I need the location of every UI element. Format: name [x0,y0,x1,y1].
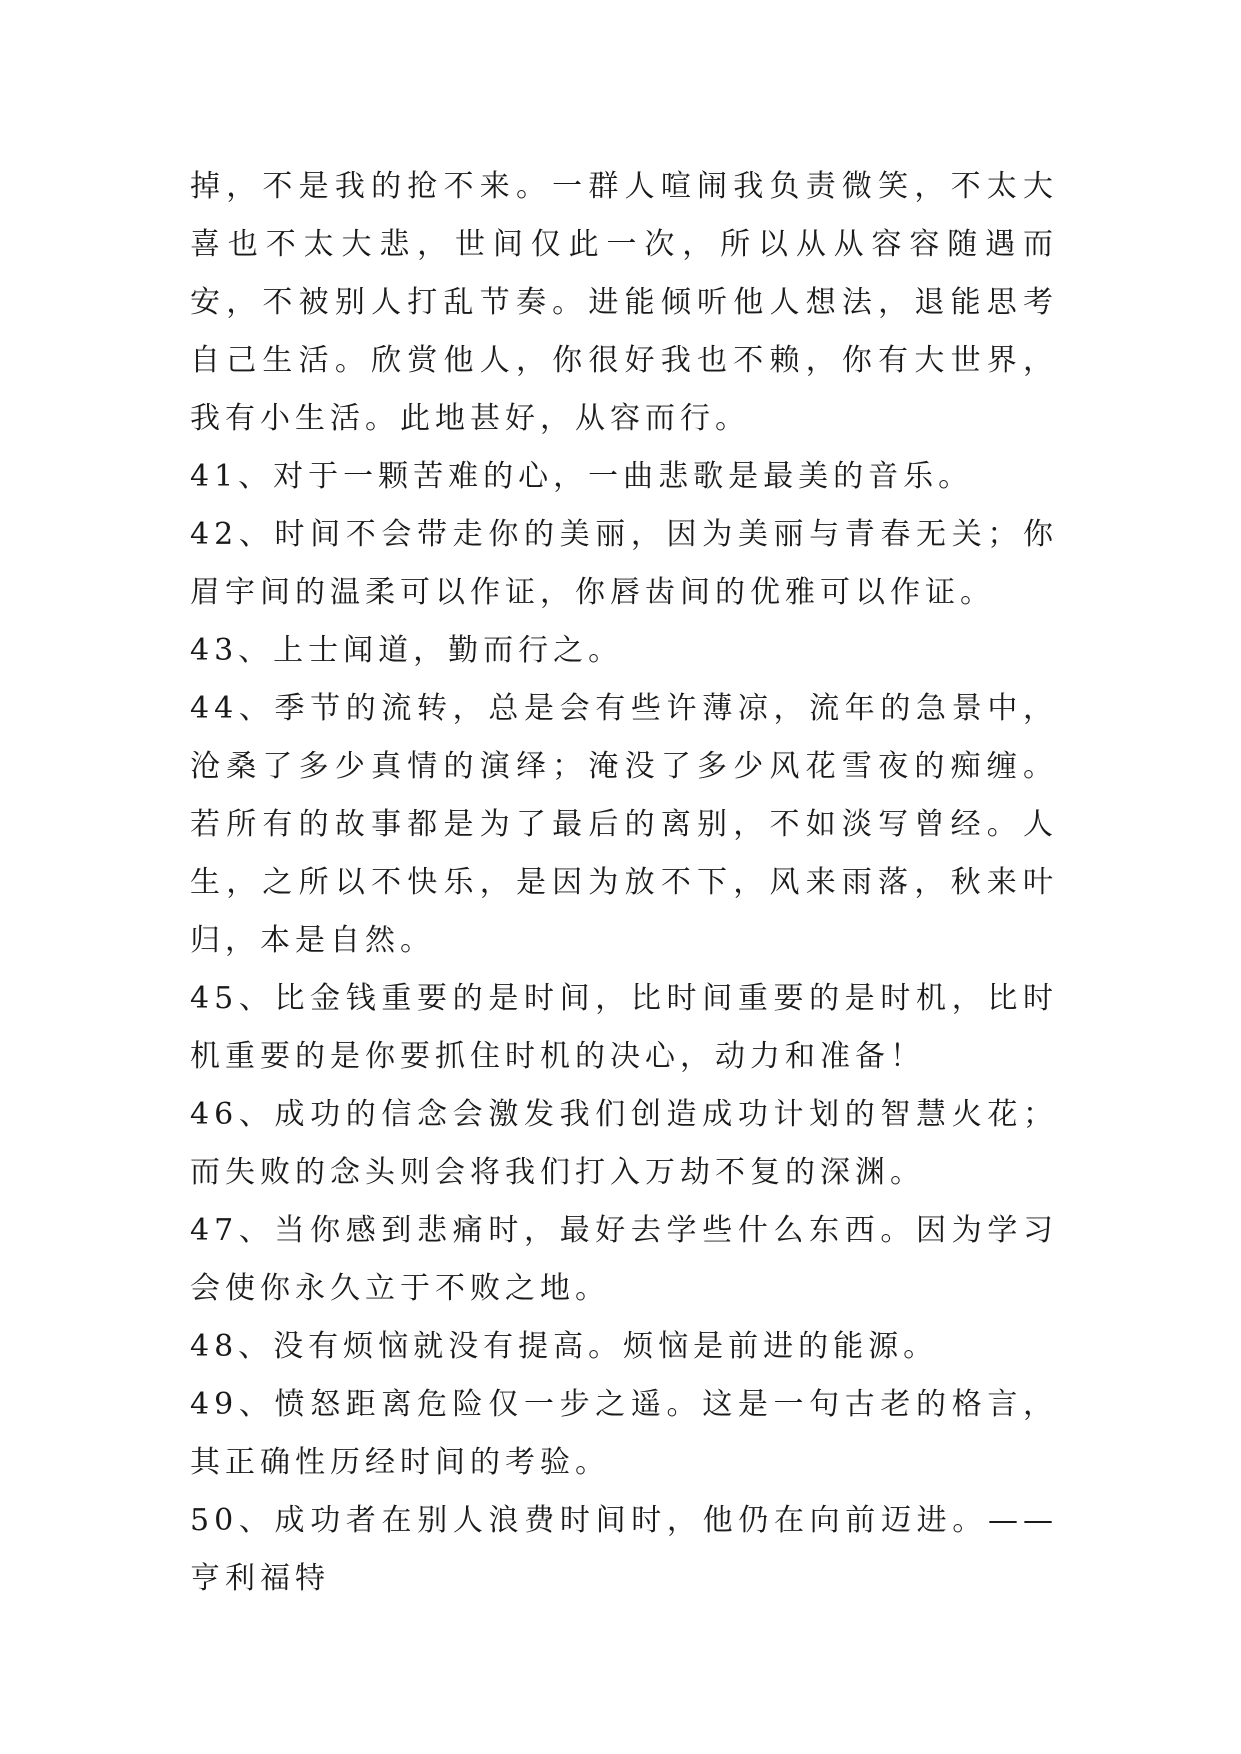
quote-45: 45、比金钱重要的是时间，比时间重要的是时机，比时机重要的是你要抓住时机的决心，动力和准备！ [190,981,1058,1074]
quote-49: 49、愤怒距离危险仅一步之遥。这是一句古老的格言，其正确性历经时间的考验。 [190,1387,1058,1480]
quote-42: 42、时间不会带走你的美丽，因为美丽与青春无关；你眉宇间的温柔可以作证，你唇齿间的优雅可以作证。 [190,517,1058,610]
quote-43: 43、上士闻道，勤而行之。 [190,633,624,668]
paragraph-continuation: 掉，不是我的抢不来。一群人喧闹我负责微笑，不太大喜也不太大悲，世间仅此一次，所以从从容容随遇而安，不被别人打乱节奏。进能倾听他人想法，退能思考自己生活。欣赏他人，你很好我也不赖，你有大世界，我有小生活。此地甚好，从容而行。 [190,169,1058,436]
quote-46: 46、成功的信念会激发我们创造成功计划的智慧火花；而失败的念头则会将我们打入万劫不复的深渊。 [190,1097,1058,1190]
quote-41: 41、对于一颗苦难的心，一曲悲歌是最美的音乐。 [190,459,974,494]
text-column [190,158,1058,1608]
quote-47: 47、当你感到悲痛时，最好去学些什么东西。因为学习会使你永久立于不败之地。 [190,1213,1058,1306]
quote-48: 48、没有烦恼就没有提高。烦恼是前进的能源。 [190,1329,939,1364]
quote-44: 44、季节的流转，总是会有些许薄凉，流年的急景中，沧桑了多少真情的演绎；淹没了多少风花雪夜的痴缠。若所有的故事都是为了最后的离别，不如淡写曾经。人生，之所以不快乐，是因为放不下，风来雨落，秋来叶归，本是自然。 [190,691,1058,958]
quote-50: 50、成功者在别人浪费时间时，他仍在向前迈进。——亨利福特 [190,1503,1058,1596]
